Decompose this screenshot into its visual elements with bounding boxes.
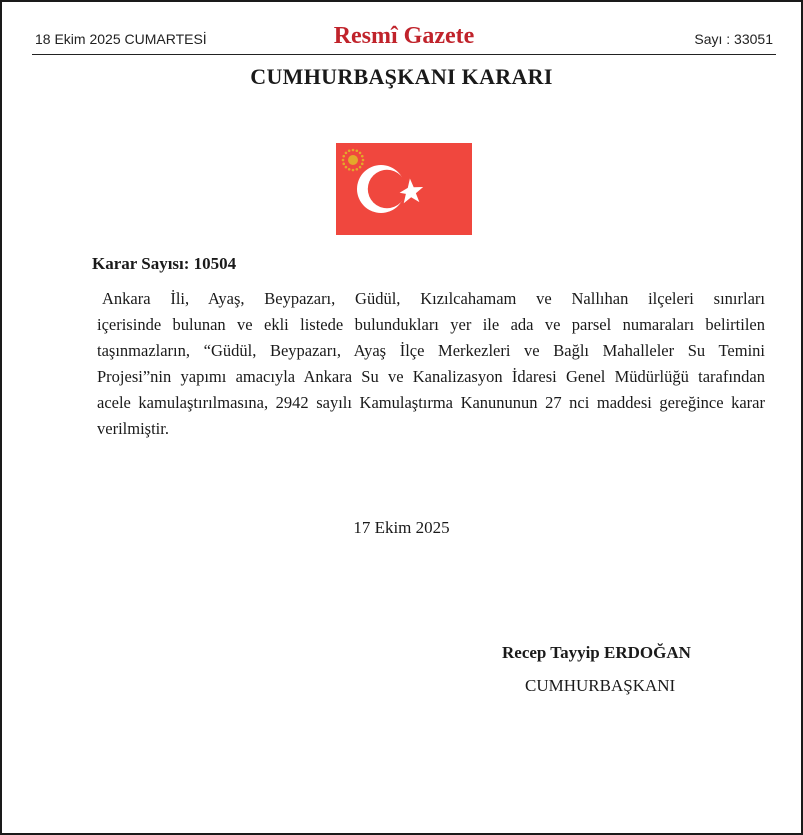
- issue-number: Sayı : 33051: [694, 31, 773, 47]
- emblem-star: [342, 159, 345, 162]
- body-line: Ankara İli, Ayaş, Beypazarı, Güdül, Kızılcahamam ve Nallıhan ilçeleri sınırları: [102, 289, 765, 308]
- emblem-star: [359, 166, 362, 169]
- signatory-title: CUMHURBAŞKANI: [525, 676, 676, 695]
- emblem-star: [345, 152, 348, 155]
- gazette-header: [32, 20, 776, 55]
- signatory-name: Recep Tayyip ERDOĞAN: [502, 643, 691, 662]
- emblem-star: [361, 163, 364, 166]
- gazette-name: Resmî Gazete: [333, 23, 475, 49]
- emblem-star: [361, 155, 364, 158]
- emblem-star: [342, 155, 345, 158]
- emblem-star: [352, 149, 355, 152]
- emblem-star: [359, 152, 362, 155]
- emblem-star: [356, 149, 359, 152]
- emblem-star: [352, 169, 355, 172]
- body-line: taşınmazların, “Güdül, Beypazarı, Ayaş İlçe Merkezleri ve Bağlı Mahalleler Su Temini: [97, 341, 765, 360]
- emblem-star: [348, 149, 351, 152]
- emblem-star: [345, 166, 348, 169]
- emblem-star: [362, 159, 365, 162]
- emblem-star: [356, 168, 359, 171]
- signature-date: 17 Ekim 2025: [353, 518, 450, 537]
- turkish-flag-with-emblem-icon: [336, 143, 472, 235]
- document-title: CUMHURBAŞKANI KARARI: [250, 64, 553, 89]
- decision-number: Karar Sayısı: 10504: [92, 254, 237, 273]
- emblem-star: [348, 168, 351, 171]
- body-line: Projesi”nin yapımı amacıyla Ankara Su ve Kanalizasyon İdaresi Genel Müdürlüğü tarafından: [97, 367, 765, 386]
- emblem-star: [342, 163, 345, 166]
- body-line: verilmiştir.: [97, 419, 169, 438]
- header-date: 18 Ekim 2025 CUMARTESİ: [35, 31, 207, 47]
- decision-body: [97, 286, 765, 442]
- body-line: içerisinde bulunan ve ekli listede bulundukları yer ile ada ve parsel numaraları belirtilen: [97, 315, 765, 334]
- body-line: acele kamulaştırılmasına, 2942 sayılı Kamulaştırma Kanununun 27 nci maddesi gereğince karar: [97, 393, 765, 412]
